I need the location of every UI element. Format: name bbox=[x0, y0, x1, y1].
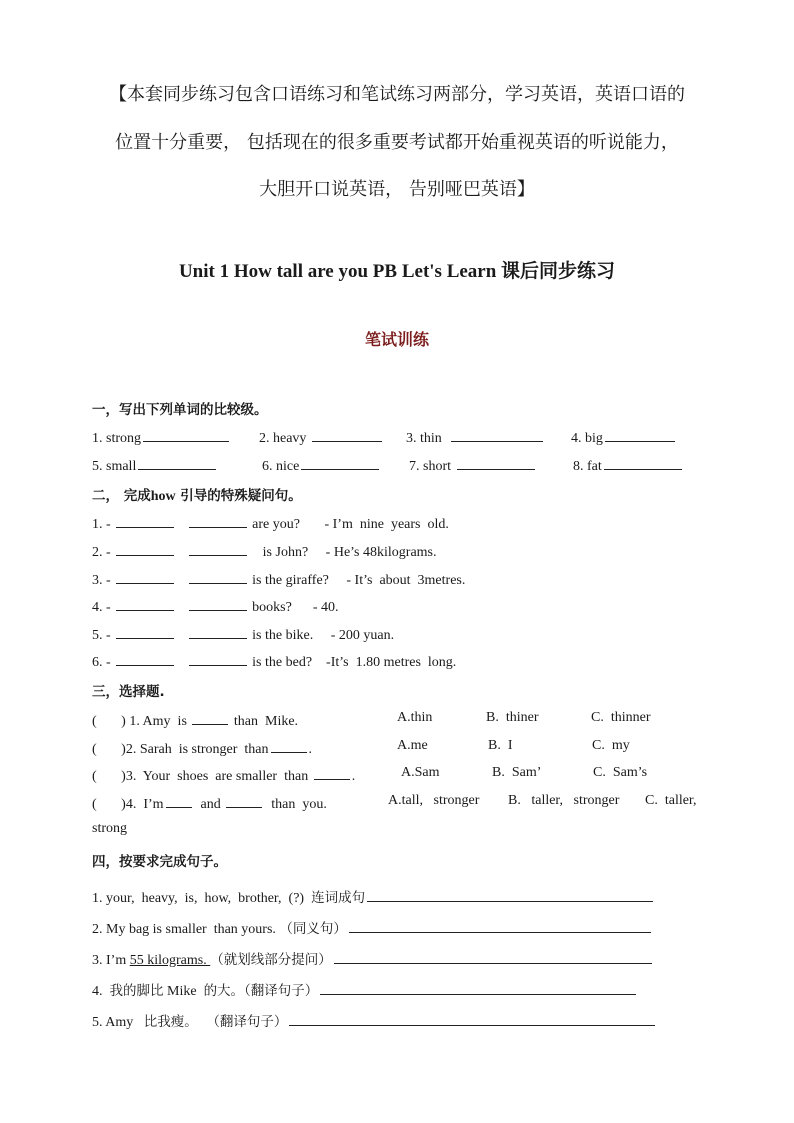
word-label: 7. short bbox=[409, 459, 451, 474]
answer-text: -It’s 1.80 metres long. bbox=[326, 655, 457, 670]
answer-blank[interactable] bbox=[116, 651, 174, 666]
answer-blank[interactable] bbox=[457, 455, 535, 470]
answer-blank[interactable] bbox=[189, 624, 247, 639]
question-row bbox=[92, 651, 456, 671]
answer-blank[interactable] bbox=[451, 427, 543, 442]
question-text: 1. Amy is bbox=[125, 714, 191, 729]
answer-blank[interactable] bbox=[314, 765, 350, 780]
answer-blank[interactable] bbox=[143, 427, 229, 442]
answer-parentheses[interactable]: ( ) bbox=[92, 769, 126, 784]
word-item bbox=[92, 455, 218, 475]
task-hint: （同义句） bbox=[279, 921, 347, 937]
option-c[interactable]: C. taller, bbox=[645, 793, 697, 808]
answer-blank[interactable] bbox=[166, 793, 192, 808]
sentence-task bbox=[92, 979, 638, 1000]
question-row bbox=[92, 541, 437, 561]
answer-blank[interactable] bbox=[271, 738, 307, 753]
answer-blank[interactable] bbox=[334, 949, 652, 964]
answer-text: - 200 yuan. bbox=[330, 628, 395, 643]
section-subtitle: 笔试训练 bbox=[364, 330, 429, 349]
question-text: is the bike. bbox=[252, 628, 314, 643]
task-text: 2. My bag is smaller than yours. bbox=[92, 922, 280, 937]
question-row bbox=[92, 624, 394, 644]
answer-blank[interactable] bbox=[189, 541, 247, 556]
heading-text: 二， 完成 bbox=[92, 488, 151, 504]
task-text: 我的脚比 bbox=[109, 983, 164, 999]
sentence-task bbox=[92, 886, 655, 907]
answer-blank[interactable] bbox=[192, 710, 228, 725]
underlined-phrase: 55 kilograms. bbox=[129, 953, 211, 968]
question-text: are you? bbox=[252, 517, 300, 532]
option-c-wrap: strong bbox=[92, 821, 127, 836]
answer-text: - It’s about 3metres. bbox=[346, 573, 466, 588]
task-text: 4. bbox=[92, 984, 110, 999]
question-row bbox=[92, 569, 465, 589]
question-text: 2. Sarah is stronger than bbox=[125, 742, 269, 757]
answer-blank[interactable] bbox=[116, 569, 174, 584]
answer-text: - He’s 48kilograms. bbox=[325, 545, 437, 560]
question-number: 2. - bbox=[92, 545, 111, 560]
question-text: than you. bbox=[264, 797, 327, 812]
answer-text: - 40. bbox=[312, 600, 339, 615]
word-item bbox=[573, 455, 684, 475]
question-text: 3. Your shoes are smaller than bbox=[125, 769, 312, 784]
option-b[interactable]: B. thiner bbox=[486, 710, 539, 725]
answer-blank[interactable] bbox=[367, 887, 653, 902]
intro-line-1: 【本套同步练习包含口语练习和笔试练习两部分，学习英语，英语口语的 bbox=[109, 84, 685, 105]
section-3-heading: 三，选择题. bbox=[92, 684, 165, 700]
question-text: 4. I’m bbox=[125, 797, 164, 812]
answer-blank[interactable] bbox=[138, 455, 216, 470]
question-number: 3. - bbox=[92, 573, 111, 588]
question-row bbox=[92, 596, 339, 616]
answer-blank[interactable] bbox=[189, 569, 247, 584]
answer-parentheses[interactable]: ( ) bbox=[92, 714, 126, 729]
answer-blank[interactable] bbox=[605, 427, 675, 442]
choice-question bbox=[92, 738, 312, 758]
word-label: 3. thin bbox=[406, 431, 442, 446]
task-hint: 连词成句 bbox=[311, 890, 366, 906]
answer-blank[interactable] bbox=[189, 651, 247, 666]
answer-parentheses[interactable]: ( ) bbox=[92, 742, 126, 757]
task-text: Mike bbox=[163, 984, 204, 999]
word-label: 6. nice bbox=[262, 459, 300, 474]
answer-blank[interactable] bbox=[289, 1011, 655, 1026]
section-4-heading: 四，按要求完成句子。 bbox=[92, 854, 227, 870]
answer-blank[interactable] bbox=[320, 980, 636, 995]
option-a[interactable]: A.me bbox=[397, 738, 428, 753]
question-row bbox=[92, 513, 449, 533]
choice-question bbox=[92, 710, 298, 730]
task-hint: 比我瘦。 （翻译句子） bbox=[143, 1014, 288, 1030]
task-hint: 的大。（翻译句子） bbox=[203, 983, 319, 999]
word-item bbox=[409, 455, 537, 475]
word-item bbox=[262, 455, 381, 475]
word-label: 8. fat bbox=[573, 459, 602, 474]
heading-how: how bbox=[150, 489, 176, 504]
question-text: . bbox=[308, 742, 313, 757]
task-text: 3. I’m bbox=[92, 953, 130, 968]
option-c[interactable]: C. thinner bbox=[591, 710, 651, 725]
answer-text: - I’m nine years old. bbox=[324, 517, 449, 532]
page-title: Unit 1 How tall are you PB Let's Learn 课后同步练习 bbox=[178, 261, 616, 282]
section-2-heading bbox=[92, 484, 302, 505]
task-text: 1. your, heavy, is, how, brother, (?) bbox=[92, 891, 312, 906]
option-c[interactable]: C. Sam’s bbox=[593, 765, 648, 780]
answer-blank[interactable] bbox=[189, 513, 247, 528]
word-label: 4. big bbox=[571, 431, 603, 446]
word-label: 2. heavy bbox=[259, 431, 307, 446]
choice-question bbox=[92, 765, 355, 785]
answer-blank[interactable] bbox=[116, 541, 174, 556]
task-hint: （就划线部分提问） bbox=[210, 952, 332, 968]
task-text: 5. Amy bbox=[92, 1015, 144, 1030]
question-text: books? bbox=[252, 600, 292, 615]
option-b[interactable]: B. Sam’ bbox=[492, 765, 542, 780]
word-label: 1. strong bbox=[92, 431, 141, 446]
question-text: is John? bbox=[255, 545, 309, 560]
answer-blank[interactable] bbox=[189, 596, 247, 611]
question-text: than Mike. bbox=[230, 714, 299, 729]
question-text: . bbox=[351, 769, 356, 784]
word-label: 5. small bbox=[92, 459, 137, 474]
word-item bbox=[92, 427, 231, 447]
word-item bbox=[259, 427, 384, 447]
option-c[interactable]: C. my bbox=[592, 738, 630, 753]
question-number: 5. - bbox=[92, 628, 111, 643]
sentence-task bbox=[92, 948, 654, 969]
option-a[interactable]: A.thin bbox=[397, 710, 433, 725]
intro-line-2: 位置十分重要， 包括现在的很多重要考试都开始重视英语的听说能力， bbox=[115, 132, 679, 153]
question-text: is the giraffe? bbox=[252, 573, 329, 588]
answer-blank[interactable] bbox=[116, 513, 174, 528]
answer-blank[interactable] bbox=[116, 624, 174, 639]
answer-blank[interactable] bbox=[604, 455, 682, 470]
option-a[interactable]: A.Sam bbox=[401, 765, 440, 780]
sentence-task bbox=[92, 917, 653, 938]
answer-parentheses[interactable]: ( ) bbox=[92, 797, 126, 812]
option-b[interactable]: B. I bbox=[488, 738, 513, 753]
question-text: and bbox=[193, 797, 225, 812]
question-number: 6. - bbox=[92, 655, 111, 670]
answer-blank[interactable] bbox=[301, 455, 379, 470]
intro-line-3: 大胆开口说英语， 告别哑巴英语】 bbox=[259, 179, 535, 200]
sentence-task bbox=[92, 1010, 657, 1031]
answer-blank[interactable] bbox=[312, 427, 382, 442]
answer-blank[interactable] bbox=[116, 596, 174, 611]
option-b[interactable]: B. taller, stronger bbox=[508, 793, 620, 808]
word-item bbox=[406, 427, 545, 447]
answer-blank[interactable] bbox=[226, 793, 262, 808]
heading-text: 引导的特殊疑问句。 bbox=[175, 488, 302, 504]
section-1-heading: 一，写出下列单词的比较级。 bbox=[92, 402, 268, 418]
question-text: is the bed? bbox=[252, 655, 313, 670]
choice-question bbox=[92, 793, 327, 813]
question-number: 4. - bbox=[92, 600, 111, 615]
option-a[interactable]: A.tall, stronger bbox=[388, 793, 480, 808]
question-number: 1. - bbox=[92, 517, 111, 532]
answer-blank[interactable] bbox=[349, 918, 651, 933]
word-item bbox=[571, 427, 677, 447]
